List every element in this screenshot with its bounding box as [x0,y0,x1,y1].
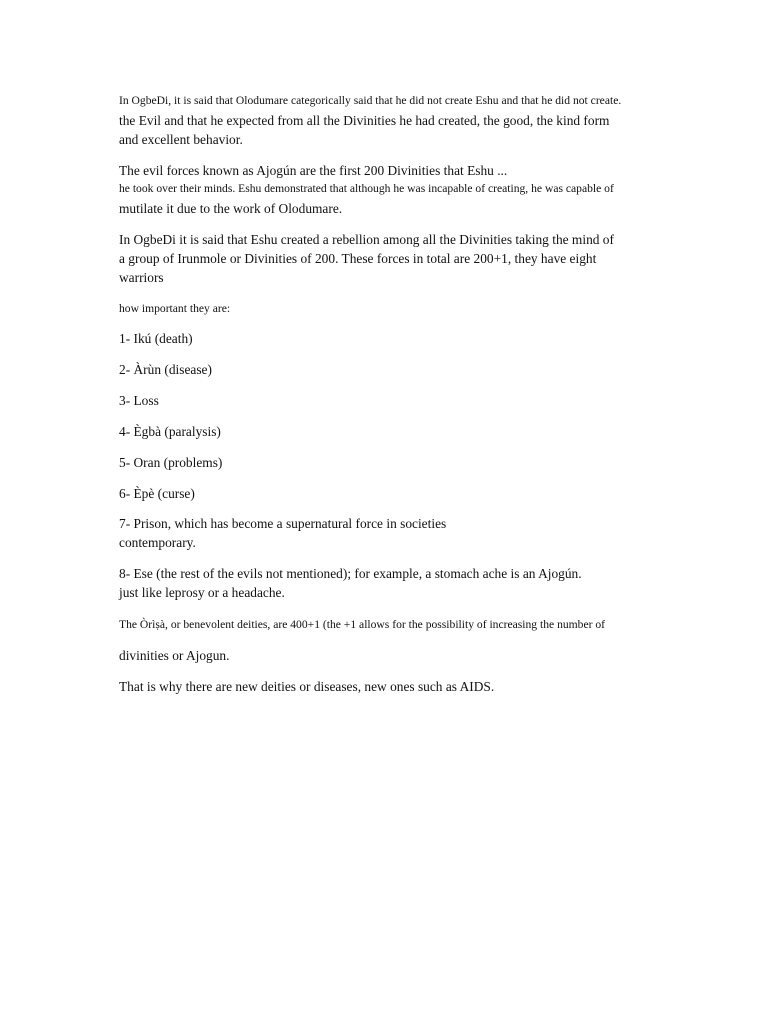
text-line: he took over their minds. Eshu demonstrated that although he was incapable of creating, he was capable of [119,182,614,195]
list-item: 6- Èpè (curse) [119,486,195,501]
text-line: just like leprosy or a headache. [119,585,285,600]
text-line: how important they are: [119,302,231,315]
text-line: That is why there are new deities or diseases, new ones such as AIDS. [119,679,495,694]
list-item: 1- Ikú (death) [119,331,193,346]
text-line: The Òrìṣà, or benevolent deities, are 400+1 (the +1 allows for the possibility of increasing the number of [119,618,606,631]
text-line: and excellent behavior. [119,132,243,147]
text-line: contemporary. [119,535,196,550]
list-item: 4- Ègbà (paralysis) [119,424,221,439]
list-item: 8- Ese (the rest of the evils not mentioned); for example, a stomach ache is an Ajogún. [119,566,582,581]
text-line: divinities or Ajogun. [119,648,230,663]
list-item: 5- Oran (problems) [119,455,223,470]
list-item: 2- Àrùn (disease) [119,362,212,377]
text-line: In OgbeDi it is said that Eshu created a rebellion among all the Divinities taking the mind of [119,232,614,247]
text-line: The evil forces known as Ajogún are the first 200 Divinities that Eshu ... [119,163,508,178]
text-line: the Evil and that he expected from all the Divinities he had created, the good, the kind form [119,113,610,128]
text-line: mutilate it due to the work of Olodumare. [119,201,343,216]
text-line: warriors [119,270,164,285]
text-line: a group of Irunmole or Divinities of 200. These forces in total are 200+1, they have eight [119,251,597,266]
list-item: 3- Loss [119,393,159,408]
text-line: In OgbeDi, it is said that Olodumare categorically said that he did not create Eshu and that he did not create. [119,94,622,107]
list-item: 7- Prison, which has become a supernatural force in societies [119,516,447,531]
